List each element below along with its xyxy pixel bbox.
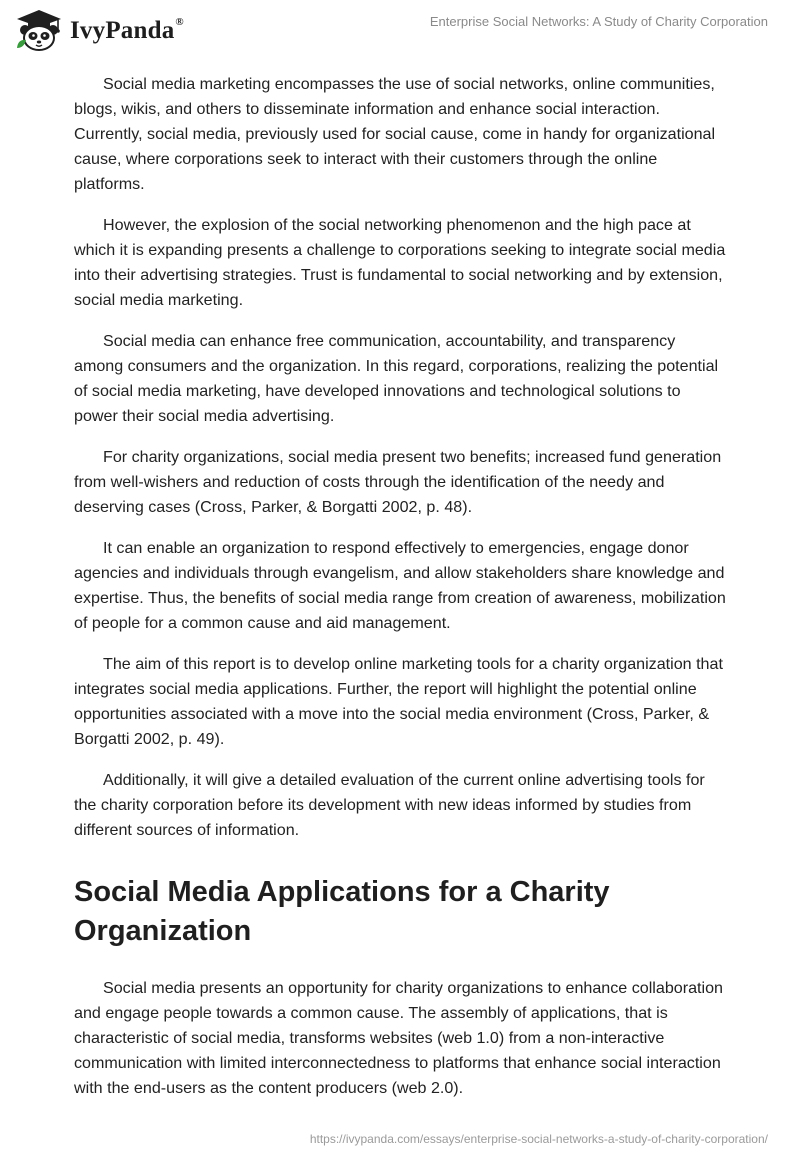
page-header: [0, 0, 800, 60]
document-title: Enterprise Social Networks: A Study of Charity Corporation: [429, 14, 768, 29]
source-url[interactable]: https://ivypanda.com/essays/enterprise-social-networks-a-study-of-charity-corporation/: [309, 1132, 768, 1146]
paragraph: It can enable an organization to respond effectively to emergencies, engage donor agencies and individuals through evangelism, and allow stakeholders share knowledge and expertise. Thus, the benefits of social media range from creation of awareness, mobilization of people for a common cause and aid management.: [74, 539, 726, 632]
paragraph: The aim of this report is to develop online marketing tools for a charity organization that integrates social media applications. Further, the report will highlight the potential online opportunities associated with a move into the social media environment (Cross, Parker, & Borgatti 2002, p. 49).: [74, 655, 723, 748]
section-heading: Social Media Applications for a Charity Organization: [74, 876, 610, 947]
paragraph: For charity organizations, social media present two benefits; increased fund generation from well-wishers and reduction of costs through the identification of the needy and deserving cases (Cross, Parker, & Borgatti 2002, p. 48).: [74, 448, 722, 516]
ivypanda-logo[interactable]: [14, 8, 184, 52]
panda-graduate-icon: [14, 8, 64, 52]
paragraph: Social media can enhance free communication, accountability, and transparency among consumers and the organization. In this regard, corporations, realizing the potential of social media marketing, have developed innovations and technological solutions to power their social media advertising.: [74, 332, 719, 425]
paragraph: Social media presents an opportunity for charity organizations to enhance collaboration and engage people towards a common cause. The assembly of applications, that is characteristic of social media, transforms websites (web 1.0) from a non-interactive communication with limited interconnectedness to platforms that enhance social interaction with the end-users as the content producers (web 2.0).: [74, 979, 723, 1097]
paragraph: However, the explosion of the social networking phenomenon and the high pace at which it is expanding presents a challenge to corporations seeking to integrate social media into their advertising strategies. Trust is fundamental to social networking and by extension, social media marketing.: [74, 216, 726, 309]
paragraph: Social media marketing encompasses the use of social networks, online communities, blogs, wikis, and others to disseminate information and enhance social interaction. Currently, social media, previously used for social cause, come in handy for organizational cause, where corporations seek to interact with their customers through the online platforms.: [74, 75, 716, 193]
essay-body: [74, 72, 728, 1117]
paragraph: Additionally, it will give a detailed evaluation of the current online advertising tools for the charity corporation before its development with new ideas informed by studies from different sources of information.: [74, 771, 705, 839]
brand-name: IvyPanda®: [70, 15, 184, 44]
